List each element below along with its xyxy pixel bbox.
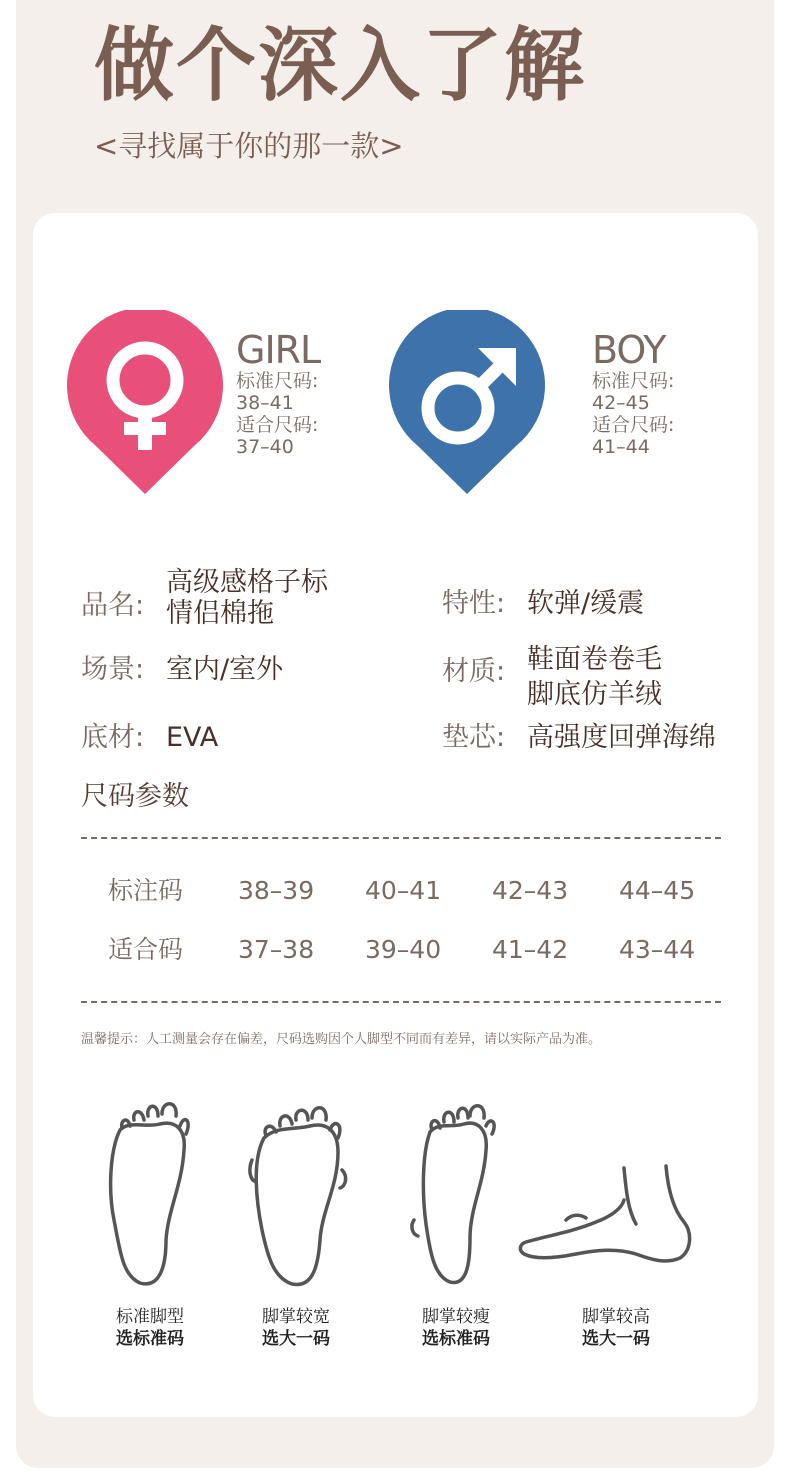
spec-feature-label: 特性: (442, 588, 506, 619)
foot-caption-advice: 选标准码 (116, 1329, 184, 1349)
size-cell: 38–39 (238, 876, 315, 905)
foot-caption-advice: 选标准码 (422, 1329, 490, 1349)
spec-name-label: 品名: (81, 590, 145, 621)
size-table-heading: 尺码参数 (81, 781, 189, 812)
divider-top (81, 837, 721, 839)
foot-caption-slim (386, 1306, 526, 1350)
size-cell: 43–44 (619, 935, 696, 964)
foot-caption-line: 脚掌较瘦 (422, 1307, 490, 1327)
male-symbol-icon (388, 310, 546, 496)
foot-caption-standard (80, 1306, 220, 1350)
spec-sole-label: 底材: (81, 722, 145, 753)
spec-material-label: 材质: (442, 656, 506, 687)
boy-standard-label: 标准尺码: (592, 370, 675, 392)
spec-material-line1: 鞋面卷卷毛 (527, 644, 662, 675)
foot-caption-line: 脚掌较高 (582, 1307, 650, 1327)
spec-core-label: 垫芯: (442, 722, 506, 753)
divider-bottom (81, 1001, 721, 1003)
size-cell: 41–42 (492, 935, 569, 964)
spec-core-value: 高强度回弹海绵 (527, 722, 716, 753)
girl-size-info (236, 330, 320, 458)
boy-fit-label: 适合尺码: (592, 414, 675, 436)
page-title: 做个深入了解 (94, 19, 586, 112)
spec-sole-value: EVA (166, 722, 219, 753)
foot-caption-line: 脚掌较宽 (262, 1307, 330, 1327)
high-arch-foot-icon (516, 1160, 694, 1270)
spec-scene-value: 室内/室外 (166, 654, 284, 685)
foot-caption-advice: 选大一码 (582, 1329, 650, 1349)
size-row-standard-label: 标注码 (108, 876, 184, 905)
girl-fit-label: 适合尺码: (236, 414, 319, 436)
spec-name-line2: 情侣棉拖 (166, 598, 274, 629)
size-row-fit-label: 适合码 (108, 935, 184, 964)
female-symbol-icon (66, 310, 224, 496)
foot-caption-high (546, 1306, 686, 1350)
wide-foot-icon (246, 1090, 356, 1290)
size-cell: 40–41 (365, 876, 442, 905)
boy-label: BOY (592, 328, 666, 372)
girl-standard-label: 标准尺码: (236, 370, 319, 392)
slim-foot-icon (406, 1090, 506, 1290)
page-subtitle: <寻找属于你的那一款> (94, 129, 404, 163)
size-cell: 42–43 (492, 876, 569, 905)
spec-name-line1: 高级感格子标 (166, 567, 328, 598)
foot-caption-advice: 选大一码 (262, 1329, 330, 1349)
spec-material-line2: 脚底仿羊绒 (527, 679, 662, 710)
boy-fit-value: 41–44 (592, 436, 650, 458)
girl-standard-value: 38–41 (236, 392, 294, 414)
boy-standard-value: 42–45 (592, 392, 650, 414)
girl-fit-value: 37–40 (236, 436, 294, 458)
size-cell: 44–45 (619, 876, 696, 905)
size-note: 温馨提示：人工测量会存在偏差，尺码选购因个人脚型不同而有差异，请以实际产品为准。 (81, 1032, 602, 1047)
foot-caption-wide (226, 1306, 366, 1350)
foot-caption-line: 标准脚型 (116, 1307, 184, 1327)
girl-label: GIRL (236, 328, 321, 372)
spec-feature-value: 软弹/缓震 (527, 588, 645, 619)
spec-scene-label: 场景: (81, 654, 145, 685)
standard-foot-icon (100, 1090, 200, 1290)
size-cell: 37–38 (238, 935, 315, 964)
boy-size-info (592, 330, 674, 458)
size-cell: 39–40 (365, 935, 442, 964)
